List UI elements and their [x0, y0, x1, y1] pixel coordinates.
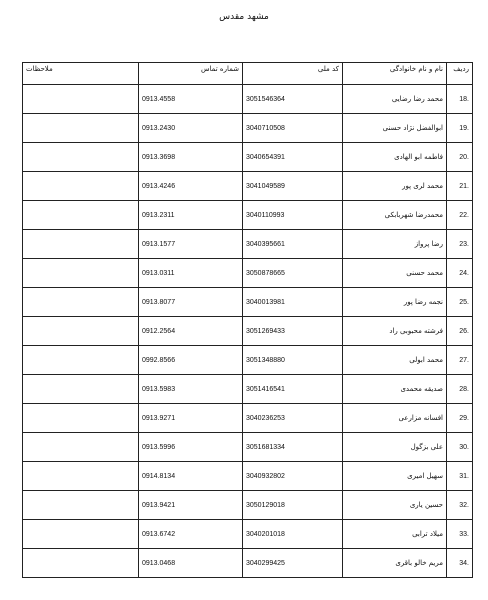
table-row [23, 462, 473, 491]
table-row [23, 375, 473, 404]
cell-phone: 0913.0311 [139, 259, 243, 288]
cell-row-number: .26 [447, 317, 473, 346]
cell-phone: 0913.3698 [139, 143, 243, 172]
cell-phone: 0914.8134 [139, 462, 243, 491]
cell-full-name: سهیل امیری [343, 462, 447, 491]
cell-notes [23, 520, 139, 549]
cell-national-code: 3041049589 [243, 172, 343, 201]
cell-national-code: 3051681334 [243, 433, 343, 462]
cell-phone: 0913.9271 [139, 404, 243, 433]
cell-full-name: محمد حسنی [343, 259, 447, 288]
cell-notes [23, 375, 139, 404]
cell-row-number: .30 [447, 433, 473, 462]
cell-notes [23, 346, 139, 375]
cell-full-name: رضا پرواز [343, 230, 447, 259]
table-row [23, 491, 473, 520]
cell-phone: 0913.4558 [139, 85, 243, 114]
cell-phone: 0913.2430 [139, 114, 243, 143]
cell-phone: 0913.8077 [139, 288, 243, 317]
cell-full-name: نجمه رضا پور [343, 288, 447, 317]
cell-row-number: .22 [447, 201, 473, 230]
roster-table [22, 62, 473, 578]
cell-notes [23, 230, 139, 259]
cell-row-number: .32 [447, 491, 473, 520]
header-row [23, 63, 473, 85]
cell-national-code: 3040395661 [243, 230, 343, 259]
cell-full-name: مریم خالو باقری [343, 549, 447, 578]
cell-row-number: .20 [447, 143, 473, 172]
cell-full-name: ابوالفضل نژاد حسنی [343, 114, 447, 143]
cell-national-code: 3040710508 [243, 114, 343, 143]
cell-notes [23, 404, 139, 433]
table-row [23, 520, 473, 549]
cell-national-code: 3051546364 [243, 85, 343, 114]
header-full-name: نام و نام خانوادگی [343, 63, 447, 85]
cell-full-name: حسین یاری [343, 491, 447, 520]
cell-row-number: .28 [447, 375, 473, 404]
cell-national-code: 3040013981 [243, 288, 343, 317]
cell-phone: 0992.8566 [139, 346, 243, 375]
table-row [23, 288, 473, 317]
table-row [23, 317, 473, 346]
cell-full-name: صدیقه محمدی [343, 375, 447, 404]
cell-notes [23, 172, 139, 201]
cell-row-number: .31 [447, 462, 473, 491]
cell-row-number: .34 [447, 549, 473, 578]
cell-phone: 0913.6742 [139, 520, 243, 549]
table-row [23, 346, 473, 375]
cell-row-number: .18 [447, 85, 473, 114]
table-row [23, 549, 473, 578]
cell-row-number: .33 [447, 520, 473, 549]
table-row [23, 433, 473, 462]
cell-national-code: 3051348880 [243, 346, 343, 375]
cell-phone: 0913.1577 [139, 230, 243, 259]
cell-phone: 0913.9421 [139, 491, 243, 520]
cell-national-code: 3040654391 [243, 143, 343, 172]
cell-full-name: علی بزگول [343, 433, 447, 462]
cell-row-number: .25 [447, 288, 473, 317]
cell-notes [23, 143, 139, 172]
table-row [23, 259, 473, 288]
cell-notes [23, 288, 139, 317]
cell-full-name: محمد ابولی [343, 346, 447, 375]
cell-notes [23, 114, 139, 143]
cell-phone: 0913.4246 [139, 172, 243, 201]
cell-full-name: محمد رضا رضایی [343, 85, 447, 114]
cell-full-name: محمدرضا شهربابکی [343, 201, 447, 230]
cell-full-name: افسانه مزارعی [343, 404, 447, 433]
cell-row-number: .24 [447, 259, 473, 288]
cell-notes [23, 317, 139, 346]
cell-row-number: .29 [447, 404, 473, 433]
cell-national-code: 3051416541 [243, 375, 343, 404]
header-phone: شماره تماس [139, 63, 243, 85]
cell-row-number: .23 [447, 230, 473, 259]
cell-national-code: 3040236253 [243, 404, 343, 433]
cell-full-name: میلاد ترابی [343, 520, 447, 549]
table-body [23, 85, 473, 578]
cell-notes [23, 433, 139, 462]
cell-notes [23, 462, 139, 491]
cell-row-number: .21 [447, 172, 473, 201]
table-row [23, 172, 473, 201]
cell-phone: 0913.2311 [139, 201, 243, 230]
cell-phone: 0913.0468 [139, 549, 243, 578]
header-row-number: ردیف [447, 63, 473, 85]
cell-notes [23, 549, 139, 578]
header-national-code: کد ملی [243, 63, 343, 85]
cell-row-number: .19 [447, 114, 473, 143]
cell-notes [23, 259, 139, 288]
table-row [23, 404, 473, 433]
cell-full-name: فرشته محبوبی راد [343, 317, 447, 346]
table-row [23, 201, 473, 230]
cell-full-name: محمد لری پور [343, 172, 447, 201]
table-row [23, 114, 473, 143]
cell-notes [23, 201, 139, 230]
cell-phone: 0913.5983 [139, 375, 243, 404]
cell-full-name: فاطمه ابو الهادی [343, 143, 447, 172]
cell-national-code: 3040201018 [243, 520, 343, 549]
table-row [23, 85, 473, 114]
cell-notes [23, 85, 139, 114]
table-row [23, 230, 473, 259]
cell-row-number: .27 [447, 346, 473, 375]
cell-phone: 0912.2564 [139, 317, 243, 346]
cell-national-code: 3050878665 [243, 259, 343, 288]
cell-national-code: 3040299425 [243, 549, 343, 578]
cell-national-code: 3051269433 [243, 317, 343, 346]
table-row [23, 143, 473, 172]
header-notes: ملاحظات [23, 63, 139, 85]
cell-national-code: 3040110993 [243, 201, 343, 230]
cell-national-code: 3050129018 [243, 491, 343, 520]
cell-national-code: 3040932802 [243, 462, 343, 491]
page-title: مشهد مقدس [219, 12, 269, 22]
cell-notes [23, 491, 139, 520]
cell-phone: 0913.5996 [139, 433, 243, 462]
